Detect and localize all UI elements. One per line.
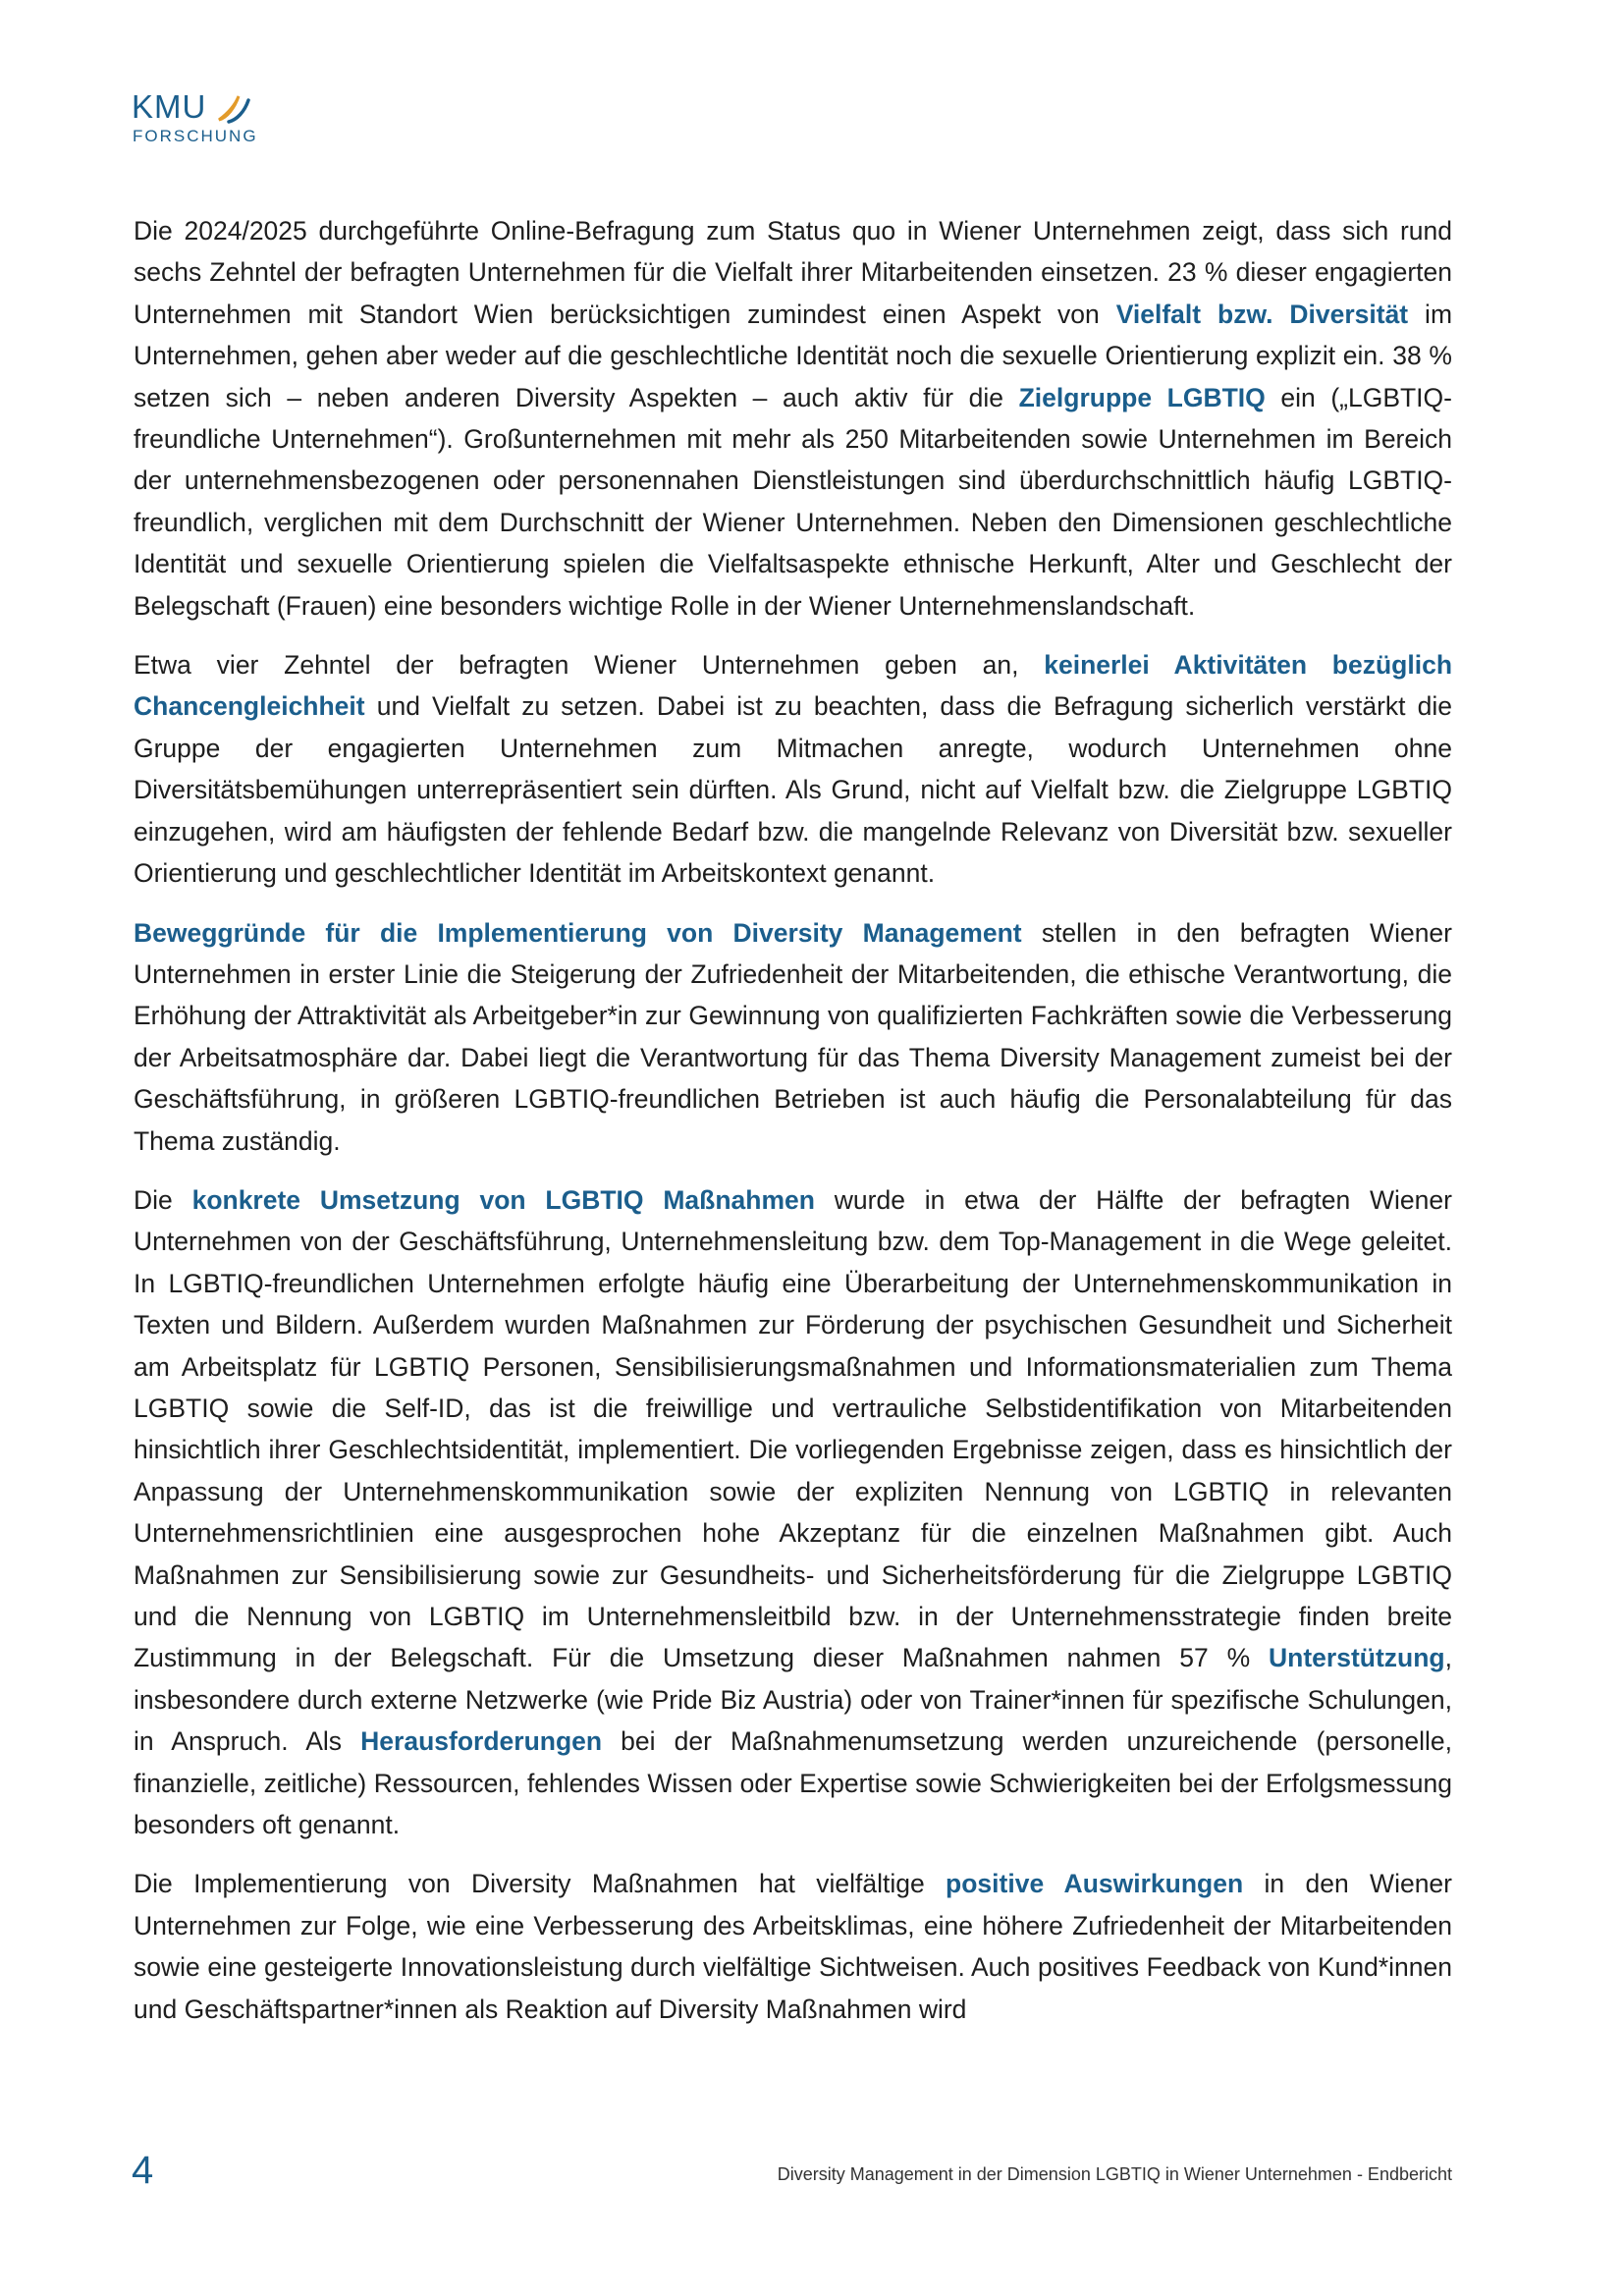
kmu-forschung-logo: [132, 90, 269, 159]
body-paragraph: [134, 1179, 1452, 1846]
paragraph-text: Etwa vier Zehntel der befragten Wiener Unternehmen geben an,: [134, 650, 1045, 681]
paragraph-text: und Vielfalt zu setzen. Dabei ist zu beachten, dass die Befragung sicherlich verstärkt die Gruppe der engagierten Unternehmen zum Mitmachen anregte, wodurch Unternehmen ohne Diversitätsbemühungen unterrepräsentiert sein dürften. Als Grund, nicht auf Vielfalt bzw. die Zielgruppe LGBTIQ einzugehen, wird am häufigsten der fehlende Bedarf bzw. die mangelnde Relevanz von Diversität bzw. sexueller Orientierung und geschlechtlicher Identität im Arbeitskontext genannt.: [134, 691, 1452, 889]
paragraph-text: wurde in etwa der Hälfte der befragten Wiener Unternehmen von der Geschäftsführung, Unternehmensleitung bzw. dem Top-Management in die Wege geleitet. In LGBTIQ-freundlichen Unternehmen erfolgte häufig eine Überarbeitung der Unternehmenskommunikation in Texten und Bildern. Außerdem wurden Maßnahmen zur Förderung der psychischen Gesundheit und Sicherheit am Arbeitsplatz für LGBTIQ Personen, Sensibilisierungsmaßnahmen und Informationsmaterialien zum Thema LGBTIQ sowie die Self-ID, das ist die freiwillige und vertrauliche Selbstidentifikation von Mitarbeitenden hinsichtlich ihrer Geschlechtsidentität, implementiert. Die vorliegenden Ergebnisse zeigen, dass es hinsichtlich der Anpassung der Unternehmenskommunikation sowie der expliziten Nennung von LGBTIQ in relevanten Unternehmensrichtlinien eine ausgesprochen hohe Akzeptanz für die einzelnen Maßnahmen gibt. Auch Maßnahmen zur Sensibilisierung sowie zur Gesundheits- und Sicherheitsförderung für die Zielgruppe LGBTIQ und die Nennung von LGBTIQ im Unternehmensleitbild bzw. in der Unternehmensstrategie finden breite Zustimmung in der Belegschaft. Für die Umsetzung dieser Maßnahmen nahmen 57 %: [134, 1184, 1452, 1673]
paragraph-text: Die 2024/2025 durchgeführte Online-Befragung zum Status quo in Wiener Unternehmen zeigt, dass sich rund sechs Zehntel der befragten Unternehmen für die Vielfalt ihrer Mitarbeitenden einsetzen. 23 % dieser engagierten Unternehmen mit Standort Wien berücksichtigen zumindest einen Aspekt von: [134, 216, 1452, 329]
paragraph-text: , insbesondere durch externe Netzwerke (wie Pride Biz Austria) oder von Trainer*innen für spezifische Schulungen, in Anspruch. Als: [134, 1643, 1452, 1757]
highlighted-term: keinerlei Aktivitäten bezüglich Chancengleichheit: [134, 650, 1453, 722]
logo-subtitle: FORSCHUNG: [133, 127, 258, 145]
paragraph-text: ein („LGBTIQ-freundliche Unternehmen“). Großunternehmen mit mehr als 250 Mitarbeitenden sowie Unternehmen im Bereich der unternehmensbezogenen oder personennahen Dienstleistungen sind überdurchschnittlich häufig LGBTIQ-freundlich, verglichen mit dem Durchschnitt der Wiener Unternehmen. Neben den Dimensionen geschlechtliche Identität und sexuelle Orientierung spielen die Vielfaltsaspekte ethnische Herkunft, Alter und Geschlecht der Belegschaft (Frauen) eine besonders wichtige Rolle in der Wiener Unternehmenslandschaft.: [134, 382, 1452, 621]
highlighted-term: Zielgruppe LGBTIQ: [1018, 382, 1266, 412]
paragraph-text: im Unternehmen, gehen aber weder auf die geschlechtliche Identität noch die sexuelle Orientierung explizit ein. 38 % setzen sich – neben anderen Diversity Aspekten – auch aktiv für die: [134, 299, 1453, 412]
paragraph-text: stellen in den befragten Wiener Unternehmen in erster Linie die Steigerung der Zufriedenheit der Mitarbeitenden, die ethische Verantwortung, die Erhöhung der Attraktivität als Arbeitgeber*in zur Gewinnung von qualifizierten Fachkräften sowie die Verbesserung der Arbeitsatmosphäre dar. Dabei liegt die Verantwortung für das Thema Diversity Management zumeist bei der Geschäftsführung, in größeren LGBTIQ-freundlichen Betrieben ist auch häufig die Personalabteilung für das Thema zuständig.: [134, 917, 1452, 1156]
page-number: 4: [132, 2149, 154, 2192]
highlighted-term: Unterstützung: [1269, 1643, 1445, 1673]
body-paragraph: [134, 210, 1452, 627]
body-paragraph: [134, 644, 1452, 894]
highlighted-term: Beweggründe für die Implementierung von Diversity Management: [134, 917, 1022, 948]
body-paragraph: [134, 1863, 1452, 2030]
logo-leaf-icon: [213, 90, 252, 126]
logo-wordmark: KMU: [132, 88, 207, 125]
highlighted-term: positive Auswirkungen: [946, 1869, 1244, 1899]
report-body: [134, 210, 1452, 2048]
highlighted-term: Vielfalt bzw. Diversität: [1115, 299, 1409, 329]
highlighted-term: Herausforderungen: [360, 1726, 603, 1757]
body-paragraph: [134, 912, 1452, 1162]
footer-report-title: Diversity Management in der Dimension LGBTIQ in Wiener Unternehmen - Endbericht: [777, 2164, 1452, 2184]
paragraph-text: in den Wiener Unternehmen zur Folge, wie eine Verbesserung des Arbeitsklimas, eine höhere Zufriedenheit der Mitarbeitenden sowie eine gesteigerte Innovationsleistung durch vielfältige Sichtweisen. Auch positives Feedback von Kund*innen und Geschäftspartner*innen als Reaktion auf Diversity Maßnahmen wird: [134, 1869, 1452, 2024]
highlighted-term: konkrete Umsetzung von LGBTIQ Maßnahmen: [191, 1184, 815, 1215]
paragraph-text: Die Implementierung von Diversity Maßnahmen hat vielfältige: [134, 1869, 947, 1899]
paragraph-text: Die: [134, 1184, 192, 1215]
paragraph-text: bei der Maßnahmenumsetzung werden unzureichende (personelle, finanzielle, zeitliche) Ressourcen, fehlendes Wissen oder Expertise sowie Schwierigkeiten bei der Erfolgsmessung besonders oft genannt.: [134, 1726, 1452, 1840]
